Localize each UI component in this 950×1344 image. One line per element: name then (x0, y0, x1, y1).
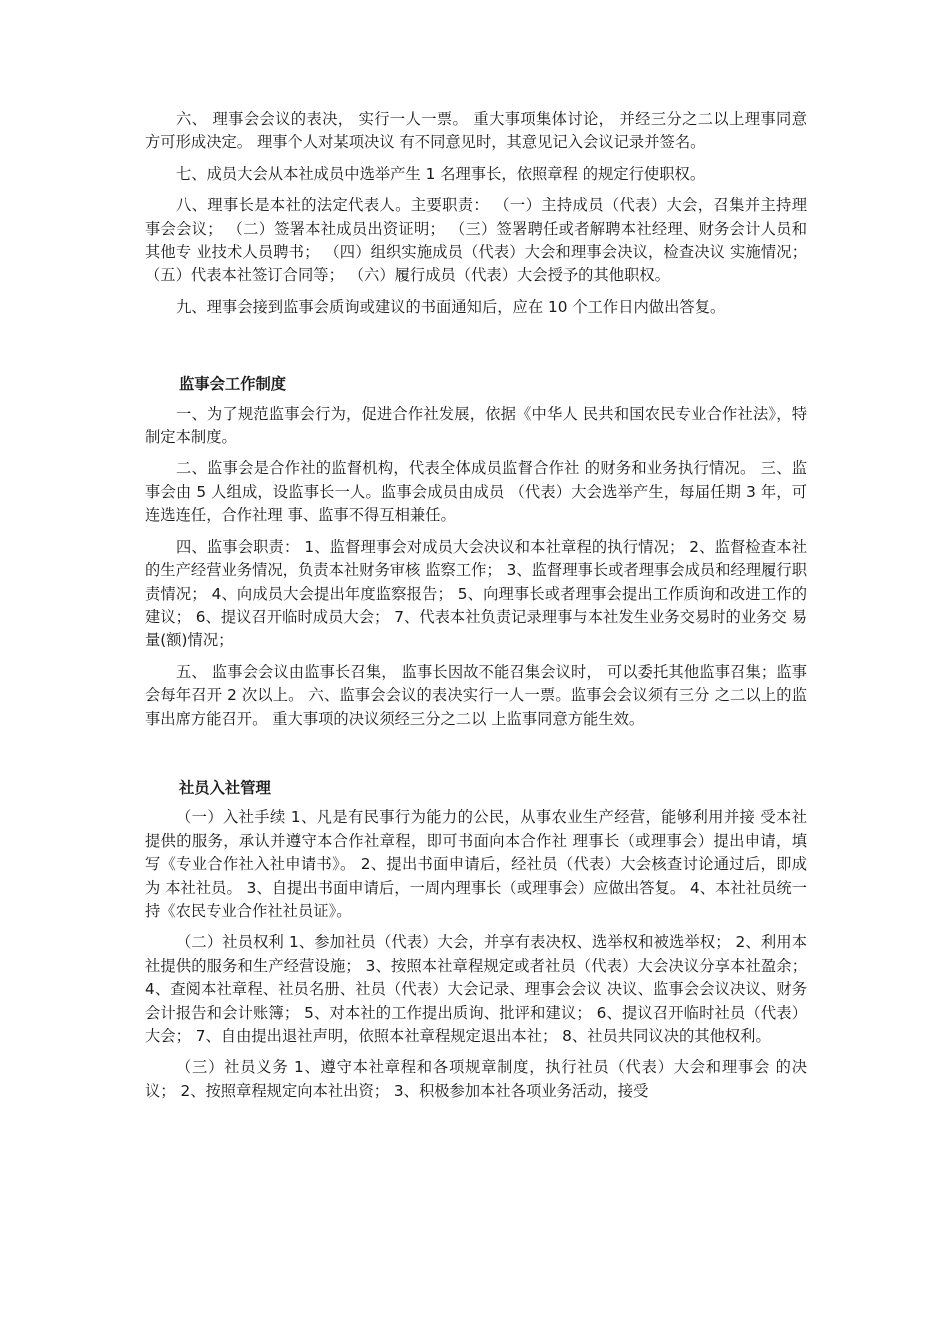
document-page (145, 108, 807, 1111)
paragraph-chairman-election: 七、成员大会从本社成员中选举产生 1 名理事长，依照章程 的规定行使职权。 (176, 164, 706, 183)
paragraph-supervisory-board-duties: 四、监事会职责： 1、监督理事会对成员大会决议和本社章程的执行情况； 2、监督检查本社的生产经营业务情况，负责本社财务审核 监察工作； 3、监督理事长或者理事会成员和经理履行职责情况； 4、向成员大会提出年度监察报告； 5、向理事长或者理事会提出工作质询和改进工作的建议； 6、提议召开临时成员大会； 7、代表本社负责记录理事与本社发生业务交易时的业务交 易量(额)情况； (145, 537, 807, 650)
paragraph-admission-procedure: （一）入社手续 1、凡是有民事行为能力的公民，从事农业生产经营，能够利用并接 受本社提供的服务，承认并遵守本合作社章程，即可书面向本合作社 理事长（或理事会）提出申请，填写《专业合作社入社申请书》。 2、提出书面申请后，经社员（代表）大会核查讨论通过后，即成为 本社社员。 3、自提出书面申请后，一周内理事长（或理事会）应做出答复。 4、本社社员统一持《农民专业合作社社员证》。 (145, 808, 807, 920)
section-spacer (145, 739, 807, 777)
paragraph-supervisory-board-composition: 二、监事会是合作社的监督机构，代表全体成员监督合作社 的财务和业务执行情况。 三、监事会由 5 人组成，设监事长一人。监事会成员由成员 （代表）大会选举产生，每届任期 3 年，可连选连任，合作社理 事、监事不得互相兼任。 (145, 459, 807, 525)
paragraph-purpose: 一、为了规范监事会行为，促进合作社发展，依据《中华人 民共和国农民专业合作社法》，特制定本制度。 (145, 404, 807, 447)
paragraph-reply-deadline: 九、理事会接到监事会质询或建议的书面通知后，应在 10 个工作日内做出答复。 (176, 297, 726, 316)
paragraph-member-rights: （二）社员权利 1、参加社员（代表）大会，并享有表决权、选举权和被选举权； 2、利用本社提供的服务和生产经营设施； 3、按照本社章程规定或者社员（代表）大会决议分享本社盈余； 4、查阅本社章程、社员名册、社员（代表）大会记录、理事会会议 决议、监事会会议决议、财务会计报告和会计账簿； 5、对本社的工作提出质询、批评和建议； 6、提议召开临时社员（代表）大会； 7、自由提出退社声明，依照本社章程规定退出本社； 8、社员共同议决的其他权利。 (145, 933, 807, 1045)
paragraph-supervisory-meetings: 五、 监事会会议由监事长召集， 监事长因故不能召集会议时， 可以委托其他监事召集；监事会每年召开 2 次以上。 六、监事会会议的表决实行一人一票。监事会会议须有三分 之二以上的监事出席方能召开。 重大事项的决议须经三分之二以 上监事同意方能生效。 (145, 662, 807, 728)
paragraph-member-obligations: （三）社员义务 1、遵守本社章程和各项规章制度，执行社员（代表）大会和理事会 的决议； 2、按照章程规定向本社出资； 3、积极参加本社各项业务活动，接受 (145, 1058, 807, 1100)
paragraph-chairman-duties: 八、理事长是本社的法定代表人。主要职责： （一）主持成员（代表）大会，召集并主持理事会会议； （二）签署本社成员出资证明； （三）签署聘任或者解聘本社经理、财务会计人员和其他专 业技术人员聘书； （四）组织实施成员（代表）大会和理事会决议，检查决议 实施情况； （五）代表本社签订合同等； （六）履行成员（代表）大会授予的其他职权。 (145, 196, 807, 285)
paragraph-board-voting: 六、 理事会会议的表决， 实行一人一票。 重大事项集体讨论， 并经三分之二以上理事同意方可形成决定。 理事个人对某项决议 有不同意见时，其意见记入会议记录并签名。 (145, 110, 807, 152)
section-spacer (145, 327, 807, 373)
heading-supervisory-board-rules: 监事会工作制度 (179, 375, 287, 394)
heading-member-admission: 社员入社管理 (179, 778, 271, 797)
